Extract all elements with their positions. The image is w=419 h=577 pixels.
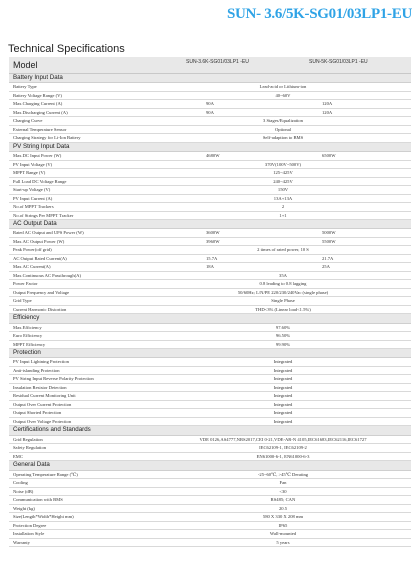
spec-label: PV String Input Reverse Polarity Protection [13,376,94,382]
section-title: Certifications and Standards [13,426,91,434]
section-title: Battery Input Data [13,74,63,81]
spec-value-shared: Integrated [273,393,293,399]
spec-value-model-b: 120A [322,101,333,107]
spec-label: Residual Current Monitoring Unit [13,393,76,399]
table-row [9,479,411,488]
table-row [9,367,411,376]
table-row [9,453,411,462]
table-row [9,341,411,350]
table-row [9,83,411,92]
spec-value-shared: 2 [281,204,285,210]
section-header [9,314,411,323]
table-row [9,117,411,126]
spec-value-shared: 35A [279,272,287,278]
spec-table [9,57,411,547]
section-title: PV String Input Data [13,142,70,150]
spec-value-shared: Self-adaption to BMS [262,135,304,141]
spec-value-model-b: 6500W [322,153,336,159]
spec-value-model-b: 5500W [322,238,336,244]
spec-label: Protection Degree [13,522,47,528]
spec-label: Output Shorted Protection [13,410,62,416]
table-header-row [9,57,411,74]
spec-label: Insulation Resistor Detection [13,384,67,390]
spec-value-shared: 580 X 330 X 208 mm [262,514,304,520]
spec-label: Output Over Current Protection [13,401,72,407]
spec-value-shared: Integrated [273,401,293,407]
spec-value-shared: 150V [277,187,289,193]
table-row [9,530,411,539]
spec-label: External Temperature Sensor [13,126,67,132]
spec-label: Current Harmonic Distortion [13,306,67,312]
table-row [9,496,411,505]
table-row [9,161,411,170]
table-row [9,409,411,418]
table-row [9,203,411,212]
spec-label: PV Input Current (A) [13,195,53,201]
section-title: AC Output Data [13,220,57,228]
spec-value-shared: Lead-acid or Lithium-ion [259,84,307,90]
spec-value-shared: 40~60V [275,92,291,98]
spec-label: Euro Efficiency [13,333,43,339]
table-row [9,238,411,247]
table-row [9,401,411,410]
spec-value-shared: THD<3% (Linear load<1.5%) [255,306,311,312]
spec-label: Charging Curve [13,118,43,124]
spec-label: Start-up Voltage (V) [13,187,51,193]
spec-value-model-a: 3600W [206,230,220,236]
spec-label: Battery Voltage Range (V) [13,92,62,98]
spec-label: Max.DC Input Power (W) [13,153,62,159]
section-title: Efficiency [13,314,40,322]
spec-label: MPPT Range (V) [13,170,46,176]
spec-value-model-b: 25A [322,264,330,270]
spec-label: PV Input Lightning Protection [13,359,69,365]
spec-value-model-a: 3960W [206,238,220,244]
spec-label: Output Over Voltage Protection [13,418,72,424]
table-row [9,280,411,289]
spec-label: Full Load DC Voltage Range [13,178,67,184]
table-row [9,92,411,101]
spec-value-shared: EN61000-6-1, EN61000-6-3 [256,453,310,459]
spec-value-shared: Fan [279,480,287,486]
table-row [9,186,411,195]
table-row [9,505,411,514]
table-row [9,306,411,315]
spec-value-shared: Integrated [273,376,293,382]
table-row [9,169,411,178]
section-title: General Data [13,461,50,469]
section-header [9,349,411,358]
spec-value-model-b: 120A [322,109,333,115]
spec-label: Max.Efficiency [13,324,42,330]
spec-value-shared: 3 Stages/Equalization [263,118,303,124]
table-row [9,178,411,187]
table-row [9,272,411,281]
spec-label: Warranty [13,539,30,545]
spec-label: Anti-islanding Protection [13,367,60,373]
spec-value-model-a: 18A [206,264,214,270]
page-title: Technical Specifications [8,43,125,55]
spec-value-shared: -25~60℃, >45℃ Derating [257,471,309,477]
table-row [9,134,411,143]
spec-value-shared: Integrated [273,359,293,365]
spec-value-shared: Integrated [273,367,293,373]
spec-label: Peak Power(off grid) [13,247,52,253]
spec-value-shared: Optional [274,126,292,132]
section-title: Protection [13,349,41,357]
spec-label: Grid Regulation [13,436,43,442]
table-row [9,324,411,333]
spec-value-shared: RS485; CAN [270,497,296,503]
spec-value-shared: Single Phase [271,298,295,304]
spec-value-shared: 5 years [276,539,290,545]
spec-value-model-a: 90A [206,109,214,115]
table-row [9,375,411,384]
spec-label: AC Output Rated Current(A) [13,255,67,261]
spec-label: Max.AC Current(A) [13,264,51,270]
table-row [9,522,411,531]
section-header [9,143,411,152]
spec-label: No.of MPPT Trackers [13,204,54,210]
table-row [9,100,411,109]
spec-label: Cooling [13,480,28,486]
spec-value-shared: 2 times of rated power, 10 S [257,247,309,253]
table-row [9,195,411,204]
model-b-column-header: SUN-5K-SG01/03LP1 -EU [309,59,368,65]
spec-label: PV Input Voltage (V) [13,161,53,167]
table-row [9,229,411,238]
spec-value-shared: 370V(100V~500V) [264,161,302,167]
spec-label: Power Factor [13,281,38,287]
spec-value-shared: <30 [279,488,287,494]
spec-value-shared: Integrated [273,384,293,390]
table-row [9,289,411,298]
spec-value-shared: 240~425V [273,178,293,184]
table-row [9,444,411,453]
spec-value-shared: 99.90% [275,341,291,347]
table-row [9,384,411,393]
model-title: SUN- 3.6/5K-SG01/03LP1-EU [226,6,412,22]
spec-value-shared: 96.50% [275,333,291,339]
spec-label: Max.AC Output Power (W) [13,238,65,244]
spec-label: Charging Strategy for Li-Ion Battery [13,135,81,141]
spec-label: EMC [13,453,23,459]
spec-value-shared: 125~425V [273,170,293,176]
spec-label: Noise (dB) [13,488,34,494]
spec-label: Communication with BMS [13,497,63,503]
spec-value-shared: 50/60Hz; L/N/PE 220/230/240Vac (single phase) [237,289,329,295]
spec-value-shared: 1+1 [279,212,287,218]
spec-label: Safety Regulation [13,445,47,451]
spec-value-model-a: 4680W [206,153,220,159]
table-row [9,436,411,445]
spec-label: Rated AC Output and UPS Power (W) [13,230,84,236]
spec-value-shared: VDE 0126,AS4777,NRS2017,CEI 0-21,VDE-AR-N 4105,IEC61683,IEC62116,IEC61727 [199,436,367,442]
spec-value-model-b: 21.7A [322,255,334,261]
table-row [9,471,411,480]
table-row [9,109,411,118]
table-row [9,255,411,264]
table-row [9,418,411,427]
table-row [9,263,411,272]
spec-label: Max.Charging Current (A) [13,101,63,107]
spec-label: Operating Temperature Range (℃) [13,471,78,477]
spec-value-model-a: 90A [206,101,214,107]
spec-value-model-a: 15.7A [206,255,218,261]
section-header [9,461,411,470]
table-row [9,513,411,522]
spec-label: Output Frequency and Voltage [13,289,70,295]
section-header [9,426,411,435]
table-row [9,126,411,135]
table-row [9,392,411,401]
spec-label: Installation Style [13,531,45,537]
spec-label: No.of Strings Per MPPT Tracker [13,212,74,218]
model-a-column-header: SUN-3.6K-SG01/03LP1 -EU [186,59,249,65]
spec-label: Weight (kg) [13,505,35,511]
spec-value-shared: Wall-mounted [269,531,297,537]
spec-label: Max.Continuous AC Passthrough(A) [13,272,82,278]
table-row [9,332,411,341]
section-header [9,74,411,83]
table-row [9,358,411,367]
spec-label: Size(Length*Width*Height mm) [13,514,74,520]
spec-value-model-b: 5000W [322,230,336,236]
table-row [9,152,411,161]
model-column-header: Model [13,60,38,70]
table-row [9,488,411,497]
spec-label: Max.Discharging Current (A) [13,109,68,115]
spec-value-shared: 0.8 leading to 0.8 lagging [259,281,307,287]
spec-value-shared: 97.60% [275,324,291,330]
spec-value-shared: IEC62109-1, IEC62109-2 [259,445,307,451]
spec-value-shared: 13A+13A [273,195,293,201]
spec-label: MPPT Efficiency [13,341,46,347]
spec-value-shared: Integrated [273,410,293,416]
spec-label: Grid Type [13,298,32,304]
table-row [9,297,411,306]
spec-value-shared: IP65 [278,522,288,528]
table-row [9,539,411,548]
spec-value-shared: Integrated [273,418,293,424]
table-body [9,74,411,547]
table-row [9,212,411,221]
section-header [9,220,411,229]
spec-label: Battery Type [13,84,37,90]
table-row [9,246,411,255]
spec-value-shared: 20.5 [278,505,288,511]
